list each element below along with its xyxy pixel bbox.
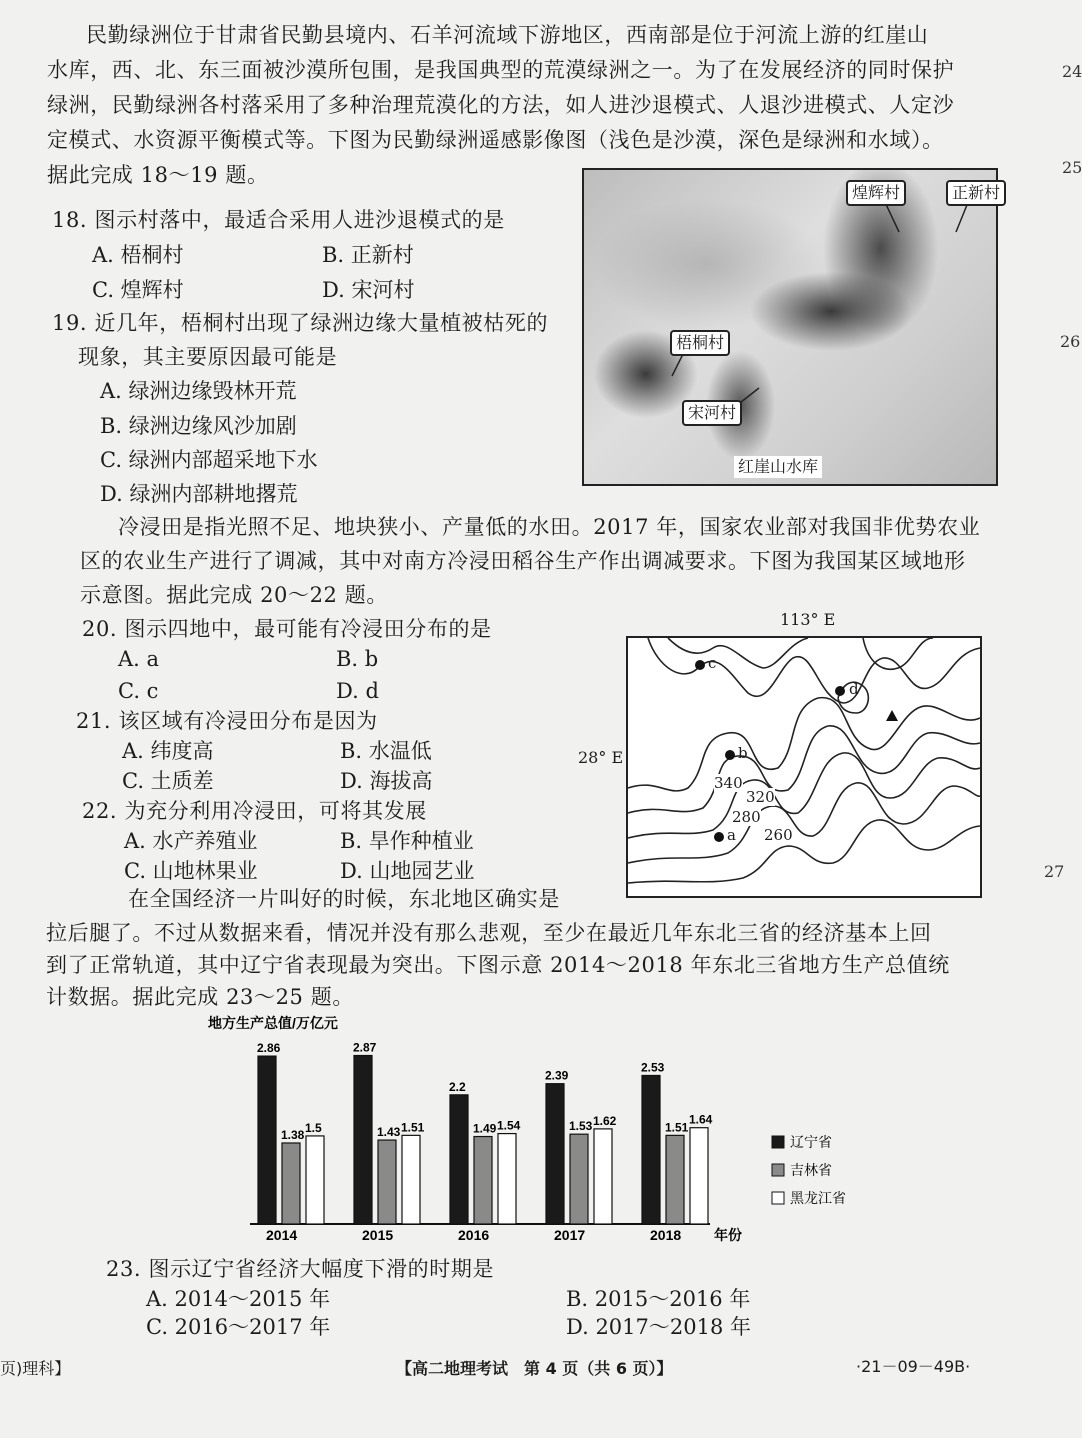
q21-stem: 21. 该区域有冷浸田分布是因为 [76,709,378,733]
q18-option-a[interactable]: A. 梧桐村 [92,243,184,267]
footer-left-fragment: 页)理科】 [0,1359,71,1378]
contour-label-260: 260 [764,826,793,844]
bar-吉林省-2014 [282,1143,300,1224]
bar-value-label: 2.87 [353,1040,377,1055]
passage-2-line-3: 示意图。据此完成 20～22 题。 [80,583,388,607]
legend-swatch [772,1164,784,1176]
edge-mark-24: 24 [1062,62,1082,81]
chart-x-axis-label: 年份 [714,1227,742,1243]
q19-option-b[interactable]: B. 绿洲边缘风沙加剧 [100,414,297,438]
passage-1-line-1: 民勤绿洲位于甘肃省民勤县境内、石羊河流域下游地区，西南部是位于河流上游的红崖山 [86,23,929,47]
bar-value-label: 1.5 [305,1120,322,1135]
point-b-label: b [738,744,748,762]
bar-吉林省-2016 [474,1137,492,1224]
passage-1-line-4: 定模式、水资源平衡模式等。下图为民勤绿洲遥感影像图（浅色是沙漠，深色是绿洲和水域）。 [47,128,944,152]
mountain-peak-icon [886,710,898,721]
bar-value-label: 1.51 [401,1120,425,1135]
q21-option-c[interactable]: C. 土质差 [122,769,214,793]
legend-label: 辽宁省 [790,1135,832,1151]
longitude-label: 113° E [780,610,836,629]
legend-swatch [772,1136,784,1148]
q18-stem: 18. 图示村落中，最适合采用人进沙退模式的是 [52,208,505,232]
bar-value-label: 1.43 [377,1125,401,1140]
q23-option-d[interactable]: D. 2017～2018 年 [566,1315,752,1339]
passage-3-line-2: 拉后腿了。不过从数据来看，情况并没有那么悲观，至少在最近几年东北三省的经济基本上回 [46,921,932,945]
q20-stem: 20. 图示四地中，最可能有冷浸田分布的是 [82,617,492,641]
q20-option-d[interactable]: D. d [336,679,379,703]
bar-辽宁省-2016 [450,1095,468,1224]
bar-辽宁省-2018 [642,1075,660,1224]
bar-黑龙江省-2014 [306,1136,324,1224]
contour-lines [628,638,980,896]
map-label-songhe: 宋河村 [682,400,742,426]
point-c-label: c [708,654,717,672]
x-tick-label: 2014 [266,1227,298,1243]
q20-option-b[interactable]: B. b [336,647,379,671]
q19-option-c[interactable]: C. 绿洲内部超采地下水 [100,448,318,472]
q22-option-c[interactable]: C. 山地林果业 [124,859,258,883]
q20-option-a[interactable]: A. a [118,647,160,671]
passage-3-line-3: 到了正常轨道，其中辽宁省表现最为突出。下图示意 2014～2018 年东北三省地方生产总值统 [46,953,950,977]
q23-stem: 23. 图示辽宁省经济大幅度下滑的时期是 [106,1257,495,1281]
q19-option-d[interactable]: D. 绿洲内部耕地撂荒 [100,482,298,506]
bar-value-label: 1.62 [593,1113,617,1128]
q22-option-d[interactable]: D. 山地园艺业 [340,859,475,883]
bar-value-label: 1.53 [569,1119,593,1134]
bar-黑龙江省-2017 [594,1129,612,1224]
point-b-marker [725,750,735,760]
map-label-zhengxin: 正新村 [946,180,1006,206]
gdp-bar-chart [200,1012,846,1252]
bar-value-label: 1.51 [665,1120,689,1135]
q22-stem: 22. 为充分利用冷浸田，可将其发展 [82,799,427,823]
x-tick-label: 2018 [650,1227,682,1243]
edge-mark-26: 26 [1060,332,1081,351]
point-a-marker [714,832,724,842]
passage-3-line-4: 计数据。据此完成 23～25 题。 [46,985,354,1009]
q23-option-c[interactable]: C. 2016～2017 年 [146,1315,331,1339]
terrain-contour-map [626,636,982,898]
bar-value-label: 1.54 [497,1118,521,1133]
bar-value-label: 2.39 [545,1068,569,1083]
bar-辽宁省-2017 [546,1084,564,1224]
passage-3-line-1: 在全国经济一片叫好的时候，东北地区确实是 [128,887,560,911]
bar-吉林省-2015 [378,1140,396,1224]
point-d-marker [835,686,845,696]
q20-option-c[interactable]: C. c [118,679,159,703]
bar-辽宁省-2015 [354,1056,372,1224]
bar-value-label: 2.86 [257,1041,281,1056]
q22-option-b[interactable]: B. 旱作种植业 [340,829,474,853]
edge-mark-25: 25 [1062,158,1082,177]
bar-黑龙江省-2018 [690,1128,708,1224]
bar-辽宁省-2014 [258,1056,276,1224]
legend-label: 黑龙江省 [790,1191,846,1207]
x-tick-label: 2016 [458,1227,490,1243]
passage-1-line-3: 绿洲，民勤绿洲各村落采用了多种治理荒漠化的方法，如人进沙退模式、人退沙进模式、人定沙 [47,93,955,117]
passage-2-line-1: 冷浸田是指光照不足、地块狭小、产量低的水田。2017 年，国家农业部对我国非优势农业 [118,515,981,539]
passage-1-line-5: 据此完成 18～19 题。 [47,163,269,187]
q18-option-b[interactable]: B. 正新村 [322,243,414,267]
bar-value-label: 2.53 [641,1060,665,1075]
point-c-marker [695,660,705,670]
point-d-label: d [849,680,859,698]
q19-stem-line-2: 现象，其主要原因最可能是 [78,345,338,369]
legend-swatch [772,1192,784,1204]
q21-option-d[interactable]: D. 海拔高 [340,769,433,793]
bar-value-label: 1.64 [689,1112,713,1127]
contour-label-320: 320 [746,788,775,806]
latitude-label: 28° E [578,748,624,767]
legend-label: 吉林省 [790,1163,832,1179]
q23-option-b[interactable]: B. 2015～2016 年 [566,1287,751,1311]
q18-option-d[interactable]: D. 宋河村 [322,278,415,302]
map-label-wutong: 梧桐村 [670,330,730,356]
contour-label-340: 340 [714,774,743,792]
passage-2-line-2: 区的农业生产进行了调减，其中对南方冷浸田稻谷生产作出调减要求。下图为我国某区域地形 [80,549,966,573]
footer-exam-code: ·21－09－49B· [856,1357,971,1376]
bar-吉林省-2017 [570,1134,588,1224]
edge-mark-27: 27 [1044,862,1065,881]
bar-value-label: 1.38 [281,1127,305,1142]
x-tick-label: 2015 [362,1227,394,1243]
footer-page-title: 【高二地理考试 第 4 页（共 6 页）】 [396,1359,673,1378]
bar-吉林省-2018 [666,1135,684,1224]
map-leader-lines [584,170,996,484]
q19-stem-line-1: 19. 近几年，梧桐村出现了绿洲边缘大量植被枯死的 [52,311,549,335]
q18-option-c[interactable]: C. 煌辉村 [92,278,184,302]
passage-1-line-2: 水库，西、北、东三面被沙漠所包围，是我国典型的荒漠绿洲之一。为了在发展经济的同时保护 [47,58,955,82]
oasis-remote-sensing-map [582,168,1001,486]
bar-value-label: 1.49 [473,1121,497,1136]
bar-黑龙江省-2016 [498,1134,516,1224]
chart-y-axis-label: 地方生产总值/万亿元 [208,1015,338,1031]
map-label-hongyashan-reservoir: 红崖山水库 [734,456,822,478]
point-a-label: a [727,826,736,844]
q19-option-a[interactable]: A. 绿洲边缘毁林开荒 [100,379,297,403]
q22-option-a[interactable]: A. 水产养殖业 [124,829,258,853]
q21-option-b[interactable]: B. 水温低 [340,739,432,763]
map-label-huanghui: 煌辉村 [846,180,906,206]
x-tick-label: 2017 [554,1227,586,1243]
q21-option-a[interactable]: A. 纬度高 [122,739,214,763]
q23-option-a[interactable]: A. 2014～2015 年 [146,1287,331,1311]
contour-label-280: 280 [732,808,761,826]
bar-黑龙江省-2015 [402,1135,420,1224]
bar-value-label: 2.2 [449,1079,466,1094]
